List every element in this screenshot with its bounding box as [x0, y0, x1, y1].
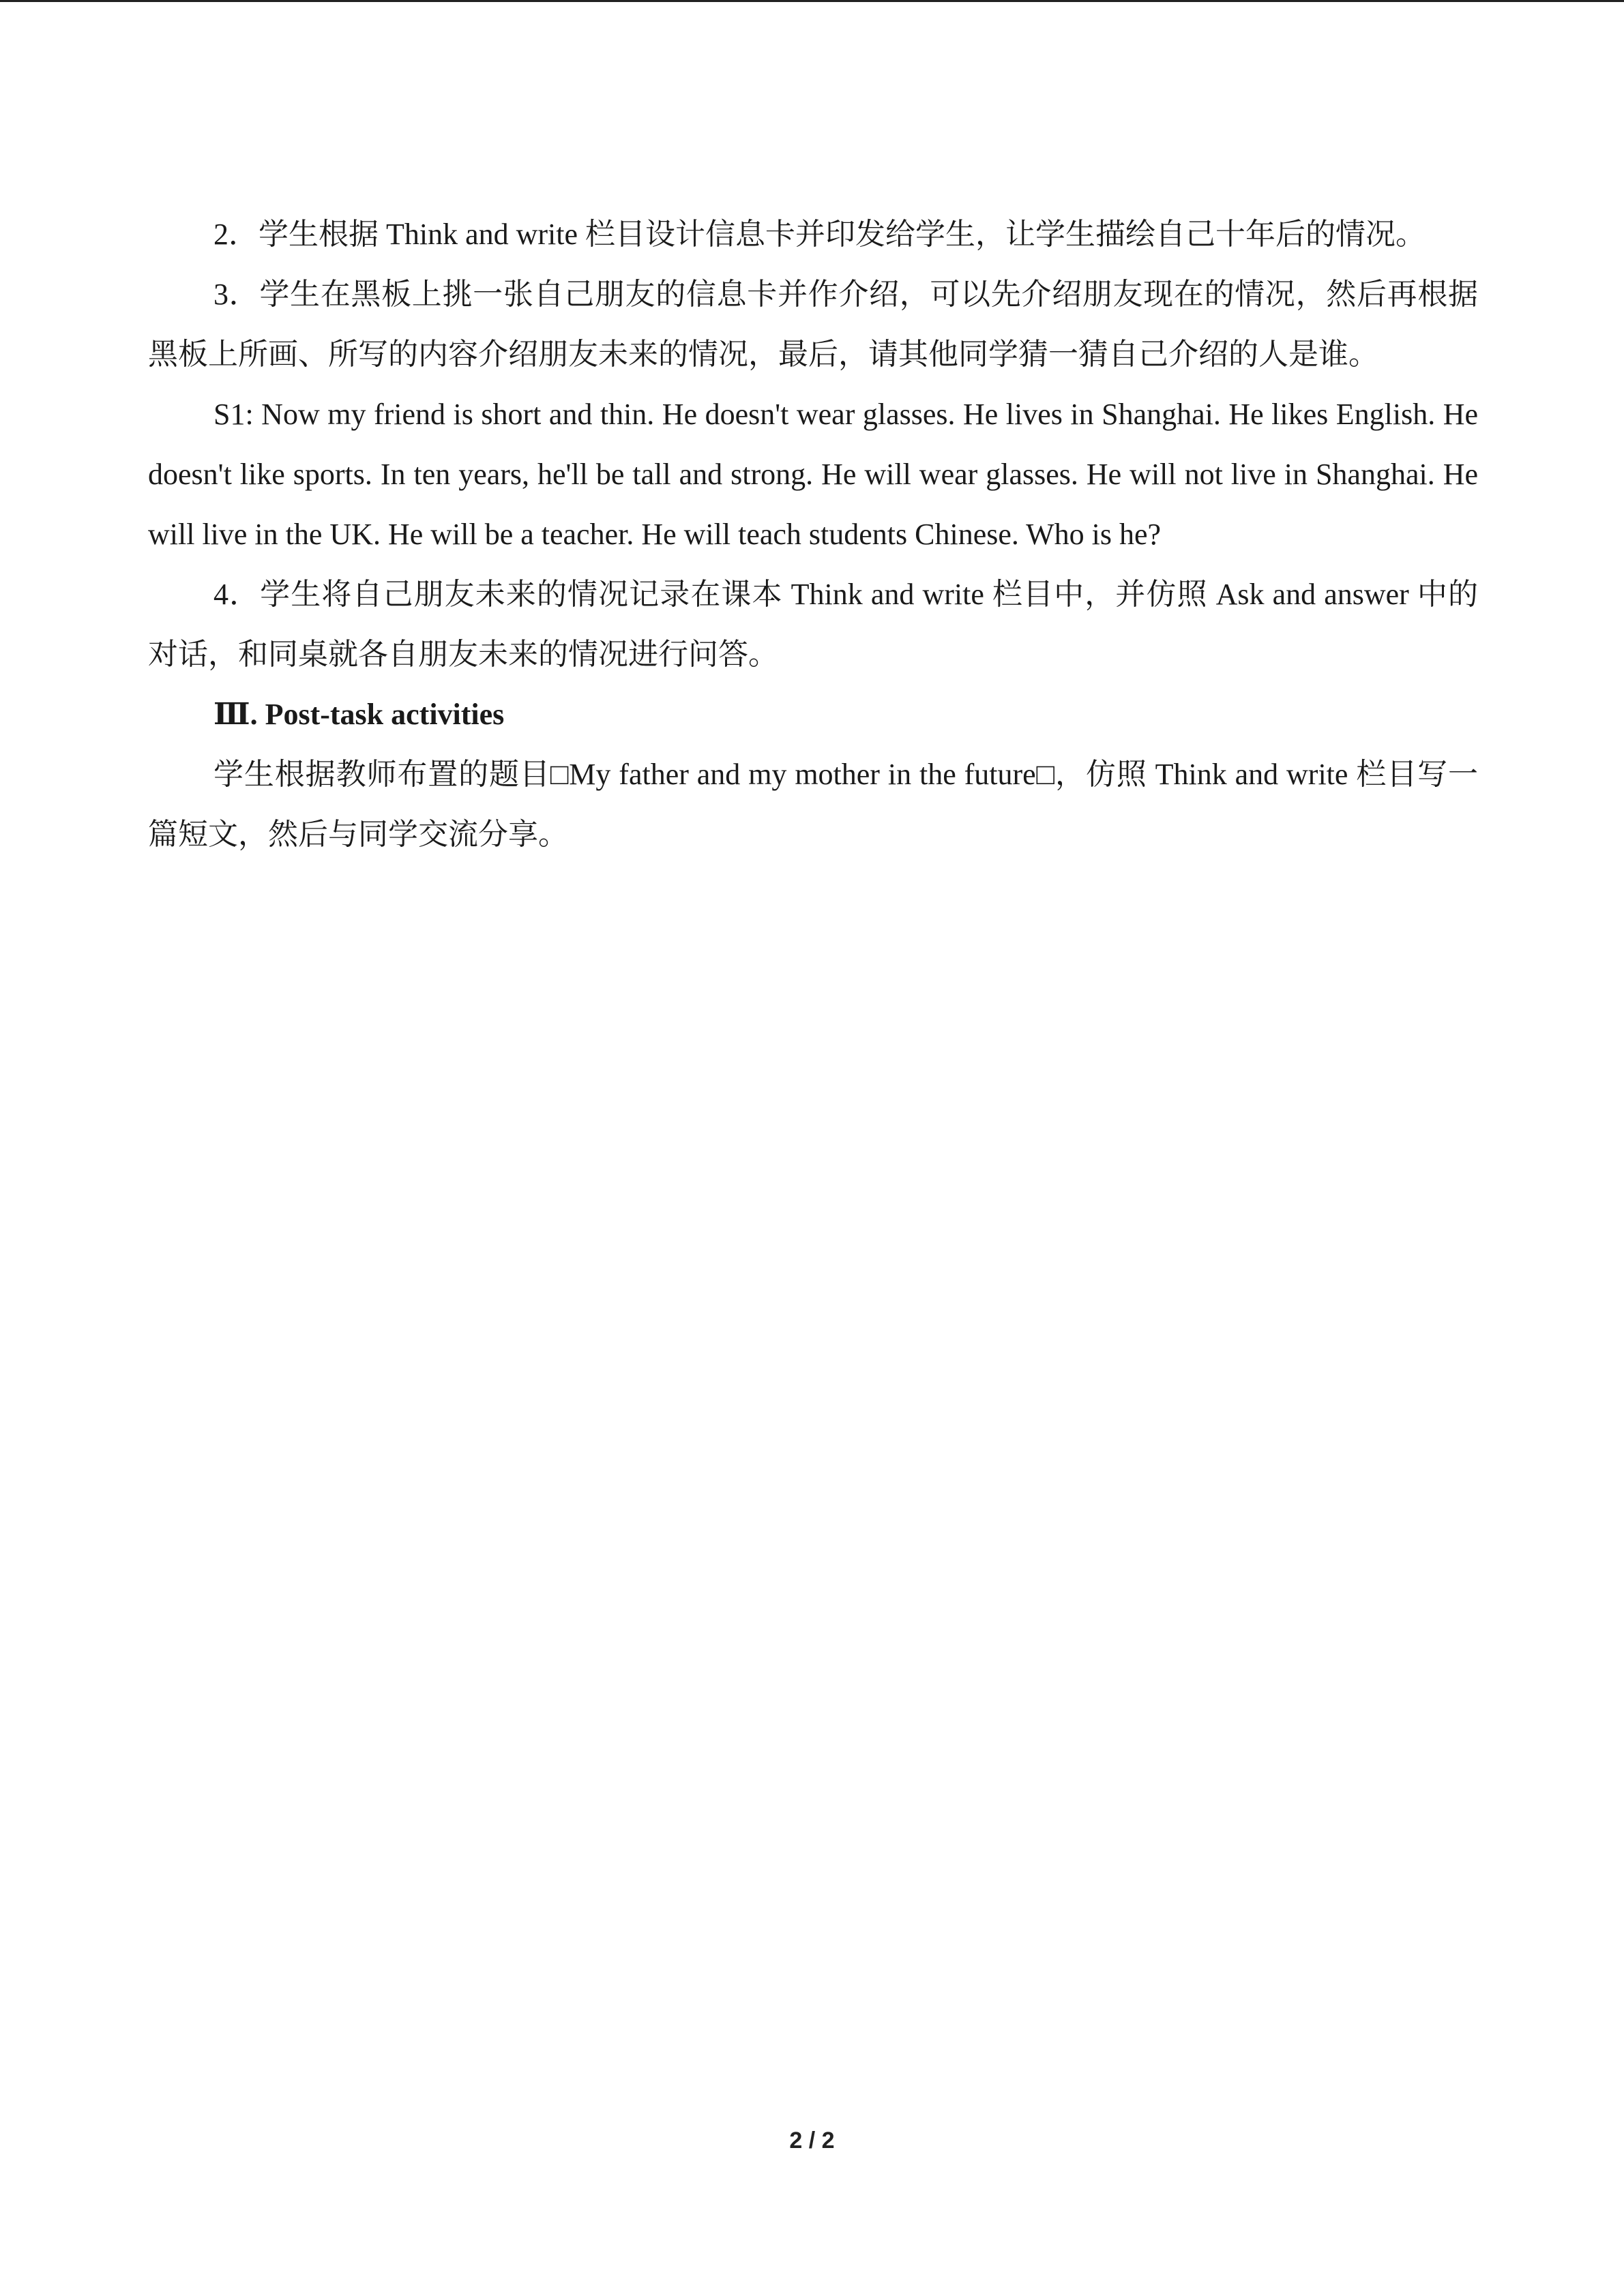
document-body — [148, 205, 1478, 865]
section-heading-post-task: Ⅲ. Post-task activities — [213, 698, 505, 731]
page-number: 2 / 2 — [789, 2128, 835, 2153]
paragraph-step-4: 4．学生将自己朋友未来的情况记录在课本 Think and write 栏目中，并仿照 Ask and answer 中的对话，和同桌就各自朋友未来的情况进行问答。 — [148, 578, 1478, 671]
paragraph-sample-dialogue: S1: Now my friend is short and thin. He doesn't wear glasses. He lives in Shanghai. He likes English. He doesn't like sports. In ten years, he'll be tall and strong. He will wear glasses. He will not live in Shanghai. He will live in the UK. He will be a teacher. He will teach students Chinese. Who is he? — [148, 398, 1478, 551]
paragraph-step-2: 2．学生根据 Think and write 栏目设计信息卡并印发给学生，让学生描绘自己十年后的情况。 — [213, 218, 1426, 251]
paragraph-post-task: 学生根据教师布置的题目□My father and my mother in the future□，仿照 Think and write 栏目写一篇短文，然后与同学交流分享。 — [148, 758, 1478, 851]
paragraph-step-3: 3．学生在黑板上挑一张自己朋友的信息卡并作介绍，可以先介绍朋友现在的情况，然后再根据黑板上所画、所写的内容介绍朋友未来的情况，最后，请其他同学猜一猜自己介绍的人是谁。 — [148, 278, 1478, 371]
page-top-border — [0, 0, 1624, 2]
